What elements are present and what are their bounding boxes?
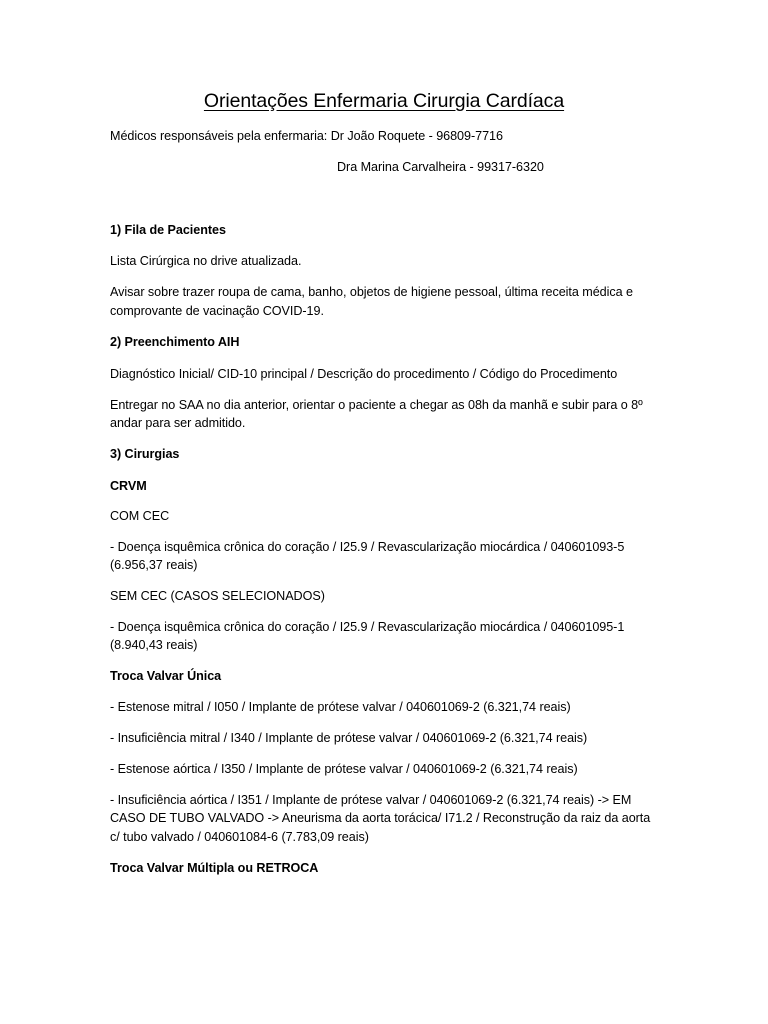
- troca-valvar-unica-heading: Troca Valvar Única: [110, 669, 222, 683]
- sem-cec-item-line-2: (8.940,43 reais): [110, 638, 198, 652]
- section-heading-fila: 1) Fila de Pacientes: [110, 223, 226, 237]
- troca-unica-item-4-line-3: c/ tubo valvado / 040601084-6 (7.783,09 reais): [110, 830, 369, 844]
- responsible-doctors-line-1: Médicos responsáveis pela enfermaria: Dr João Roquete - 96809-7716: [110, 129, 503, 143]
- responsible-doctors-line-2: Dra Marina Carvalheira - 99317-6320: [337, 160, 544, 174]
- sem-cec-label: SEM CEC (CASOS SELECIONADOS): [110, 589, 325, 603]
- aih-paragraph-2-line-2: andar para ser admitido.: [110, 416, 246, 430]
- aih-paragraph-2-line-1: Entregar no SAA no dia anterior, orientar o paciente a chegar as 08h da manhã e subir para o 8º: [110, 398, 643, 412]
- com-cec-item-line-2: (6.956,37 reais): [110, 558, 198, 572]
- troca-unica-item-2: - Insuficiência mitral / I340 / Implante de prótese valvar / 040601069-2 (6.321,74 reais): [110, 731, 588, 745]
- com-cec-item-line-1: - Doença isquêmica crônica do coração / I25.9 / Revascularização miocárdica / 040601093-5: [110, 540, 625, 554]
- troca-unica-item-1: - Estenose mitral / I050 / Implante de prótese valvar / 040601069-2 (6.321,74 reais): [110, 700, 571, 714]
- fila-paragraph-2-line-1: Avisar sobre trazer roupa de cama, banho, objetos de higiene pessoal, última receita médica e: [110, 285, 633, 299]
- sem-cec-item-line-1: - Doença isquêmica crônica do coração / I25.9 / Revascularização miocárdica / 040601095-1: [110, 620, 625, 634]
- fila-paragraph-2-line-2: comprovante de vacinação COVID-19.: [110, 304, 324, 318]
- section-heading-cirurgias: 3) Cirurgias: [110, 447, 180, 461]
- troca-unica-item-4-line-1: - Insuficiência aórtica / I351 / Implante de prótese valvar / 040601069-2 (6.321,74 reais) -> EM: [110, 793, 632, 807]
- troca-unica-item-4-line-2: CASO DE TUBO VALVADO -> Aneurisma da aorta torácica/ I71.2 / Reconstrução da raiz da aorta: [110, 811, 651, 825]
- troca-unica-item-3: - Estenose aórtica / I350 / Implante de prótese valvar / 040601069-2 (6.321,74 reais): [110, 762, 578, 776]
- crvm-heading: CRVM: [110, 479, 147, 493]
- aih-paragraph-1: Diagnóstico Inicial/ CID-10 principal / Descrição do procedimento / Código do Procedimento: [110, 367, 618, 381]
- com-cec-label: COM CEC: [110, 509, 170, 523]
- section-heading-aih: 2) Preenchimento AIH: [110, 335, 240, 349]
- troca-valvar-multipla-heading: Troca Valvar Múltipla ou RETROCA: [110, 861, 319, 875]
- fila-paragraph-1: Lista Cirúrgica no drive atualizada.: [110, 254, 302, 268]
- document-title: Orientações Enfermaria Cirurgia Cardíaca: [203, 90, 565, 112]
